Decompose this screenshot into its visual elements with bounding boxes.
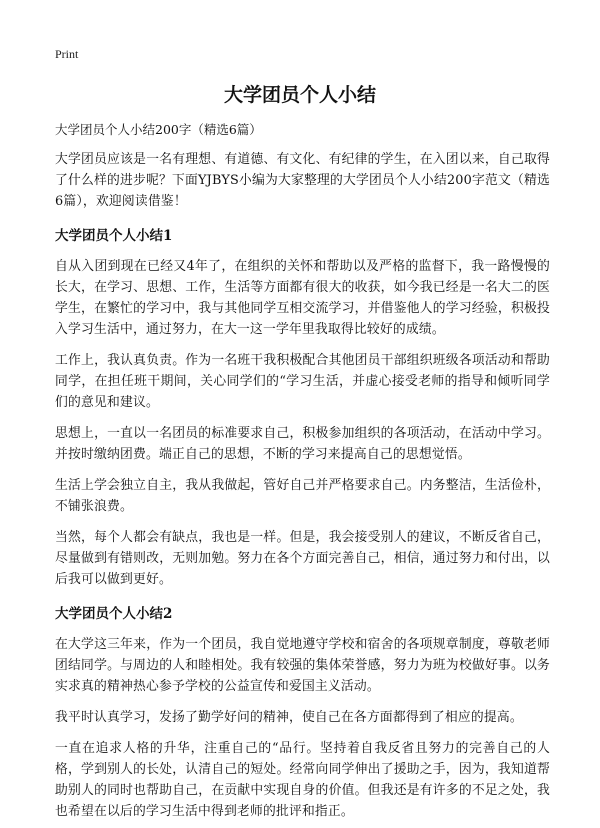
section-heading-2: 大学团员个人小结2 <box>55 606 173 622</box>
paragraph: 我平时认真学习，发扬了勤学好问的精神，使自己在各方面都得到了相应的提高。 <box>55 710 523 725</box>
paragraph: 生活上学会独立自主，我从我做起，管好自己并严格要求自己。内务整洁，生活俭朴，不铺张浪费。 <box>55 478 550 514</box>
article-subtitle: 大学团员个人小结200字（精选6篇） <box>55 122 262 137</box>
print-link[interactable]: Print <box>55 47 79 61</box>
paragraph: 在大学这三年来，作为一个团员，我自觉地遵守学校和宿舍的各项规章制度，尊敬老师团结同学。与周边的人和睦相处。我有较强的集体荣誉感，努力为班为校做好事。以务实求真的精神热心参予学校的公益宣传和爱国主义活动。 <box>55 637 550 694</box>
paragraph: 一直在追求人格的升华，注重自己的“品行。坚持着自我反省且努力的完善自己的人格，学到别人的长处，认清自己的短处。经常向同学伸出了援助之手，因为，我知道帮助别人的同时也帮助自己，在贡献中实现自身的价值。但我还是有许多的不足之处，我也希望在以后的学习生活中得到老师的批评和指正。 <box>55 741 550 819</box>
section-heading-1: 大学团员个人小结1 <box>55 228 173 244</box>
intro-paragraph: 大学团员应该是一名有理想、有道德、有文化、有纪律的学生，在入团以来，自己取得了什么样的进步呢？下面YJBYS小编为大家整理的大学团员个人小结200字范文（精选6篇），欢迎阅读借鉴！ <box>55 152 550 209</box>
paragraph: 自从入团到现在已经又4年了，在组织的关怀和帮助以及严格的监督下，我一路慢慢的长大，在学习、思想、工作，生活等方面都有很大的收获，如今我已经是一名大二的医学生，在繁忙的学习中，我与其他同学互相交流学习，并借鉴他人的学习经验，积极投入学习生活中，通过努力，在大一这一学年里我取得比较好的成绩。 <box>55 259 550 337</box>
article-body <box>55 120 550 828</box>
paragraph: 思想上，一直以一名团员的标准要求自己，积极参加组织的各项活动，在活动中学习。并按时缴纳团费。端正自己的思想，不断的学习来提高自己的思想觉悟。 <box>55 426 550 462</box>
paragraph: 工作上，我认真负责。作为一名班干我积极配合其他团员干部组织班级各项活动和帮助同学，在担任班干期间，关心同学们的“学习生活，并虚心接受老师的指导和倾听同学们的意见和建议。 <box>55 353 550 410</box>
page-title: 大学团员个人小结 <box>223 84 376 106</box>
paragraph: 当然，每个人都会有缺点，我也是一样。但是，我会接受别人的建议，不断反省自己，尽量做到有错则改，无则加勉。努力在各个方面完善自己，相信，通过努力和付出，以后我可以做到更好。 <box>55 530 550 587</box>
